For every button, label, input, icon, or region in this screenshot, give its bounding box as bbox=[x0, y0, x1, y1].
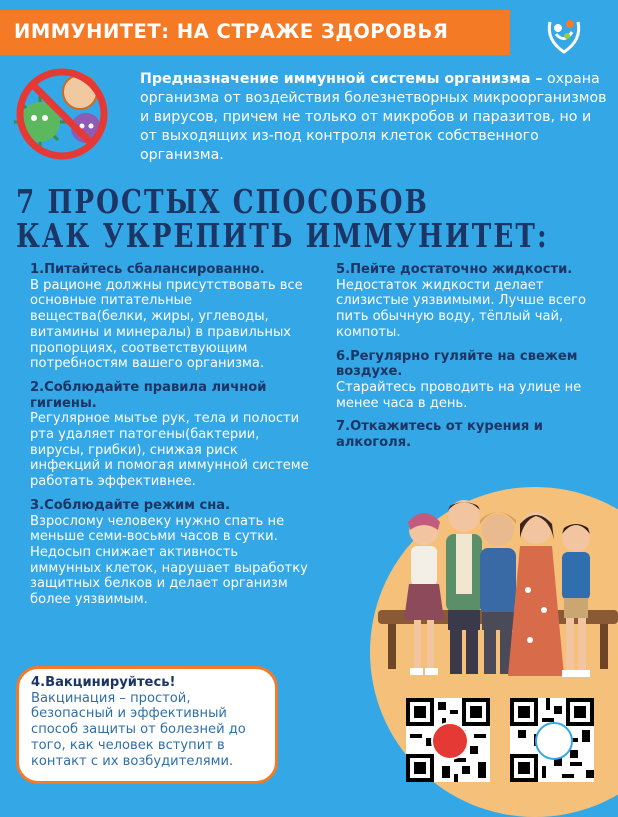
logo-badge-icon bbox=[431, 722, 469, 760]
tip-3 bbox=[30, 498, 310, 608]
family-illustration bbox=[378, 490, 618, 695]
tip-text: Регулярное мытье рук, тела и полости рта удаляет патогены(бактерии, вирусы, грибки), снижая риск инфекций и помогая иммунной системе работать эффективнее. bbox=[30, 411, 309, 490]
tip-title: 7.Откажитесь от курения и алкоголя. bbox=[336, 419, 543, 451]
tip-text: Взрослому человеку нужно спать не меньше семи-восьми часов в сутки. Недосып снижает активность иммунных клеток, нарушает выработку защитных белков и делает организм более уязвимым. bbox=[30, 513, 308, 608]
tips-left-column bbox=[30, 262, 310, 616]
tip-7 bbox=[336, 419, 614, 450]
vaccination-card bbox=[16, 666, 278, 784]
tip-title: 2.Соблюдайте правила личной гигиены. bbox=[30, 379, 267, 411]
logo-badge-icon bbox=[535, 722, 573, 760]
tip-1 bbox=[30, 262, 310, 372]
tip-text: Старайтесь проводить на улице не менее часа в день. bbox=[336, 379, 582, 411]
headline-line-2: КАК УКРЕПИТЬ ИММУНИТЕТ: bbox=[16, 216, 549, 256]
tip-5 bbox=[336, 262, 614, 341]
tip-title: 1.Питайтесь сбалансированно. bbox=[30, 262, 265, 277]
tip-2 bbox=[30, 380, 310, 490]
intro-text bbox=[140, 70, 610, 165]
tip-text: Вакцинация – простой, безопасный и эффективный способ защиты от болезней до того, как человек вступит в контакт с их возбудителями. bbox=[31, 690, 246, 769]
tip-title: 6.Регулярно гуляйте на свежем воздухе. bbox=[336, 348, 578, 380]
tip-title: 5.Пейте достаточно жидкости. bbox=[336, 262, 573, 277]
no-virus-icon bbox=[8, 66, 118, 162]
tip-title: 4.Вакцинируйтесь! bbox=[31, 675, 176, 690]
tip-text: Недостаток жидкости делает слизистые уязвимыми. Лучше всего пить обычную воду, тёплый чай, компоты. bbox=[336, 277, 587, 340]
tip-text: В рационе должны присутствовать все основные питательные вещества(белки, жиры, углеводы, витамины и минералы) в правильных пропорциях, соответствующим потребностям вашего организма. bbox=[30, 277, 303, 372]
intro-body: охрана организма от воздействия болезнетворных микроорганизмов и вирусов, причем не только от микробов и паразитов, но и от выходящих из-под контроля клеток собственного организма. bbox=[140, 71, 607, 163]
headline-line-1: 7 ПРОСТЫХ СПОСОБОВ bbox=[16, 182, 429, 222]
logo-icon bbox=[544, 14, 584, 56]
tips-right-column bbox=[336, 262, 614, 459]
tip-title: 3.Соблюдайте режим сна. bbox=[30, 497, 231, 513]
page-title: ИММУНИТЕТ: НА СТРАЖЕ ЗДОРОВЬЯ bbox=[14, 20, 449, 43]
intro-bold: Предназначение иммунной системы организма – bbox=[140, 71, 543, 87]
tip-6 bbox=[336, 349, 614, 412]
